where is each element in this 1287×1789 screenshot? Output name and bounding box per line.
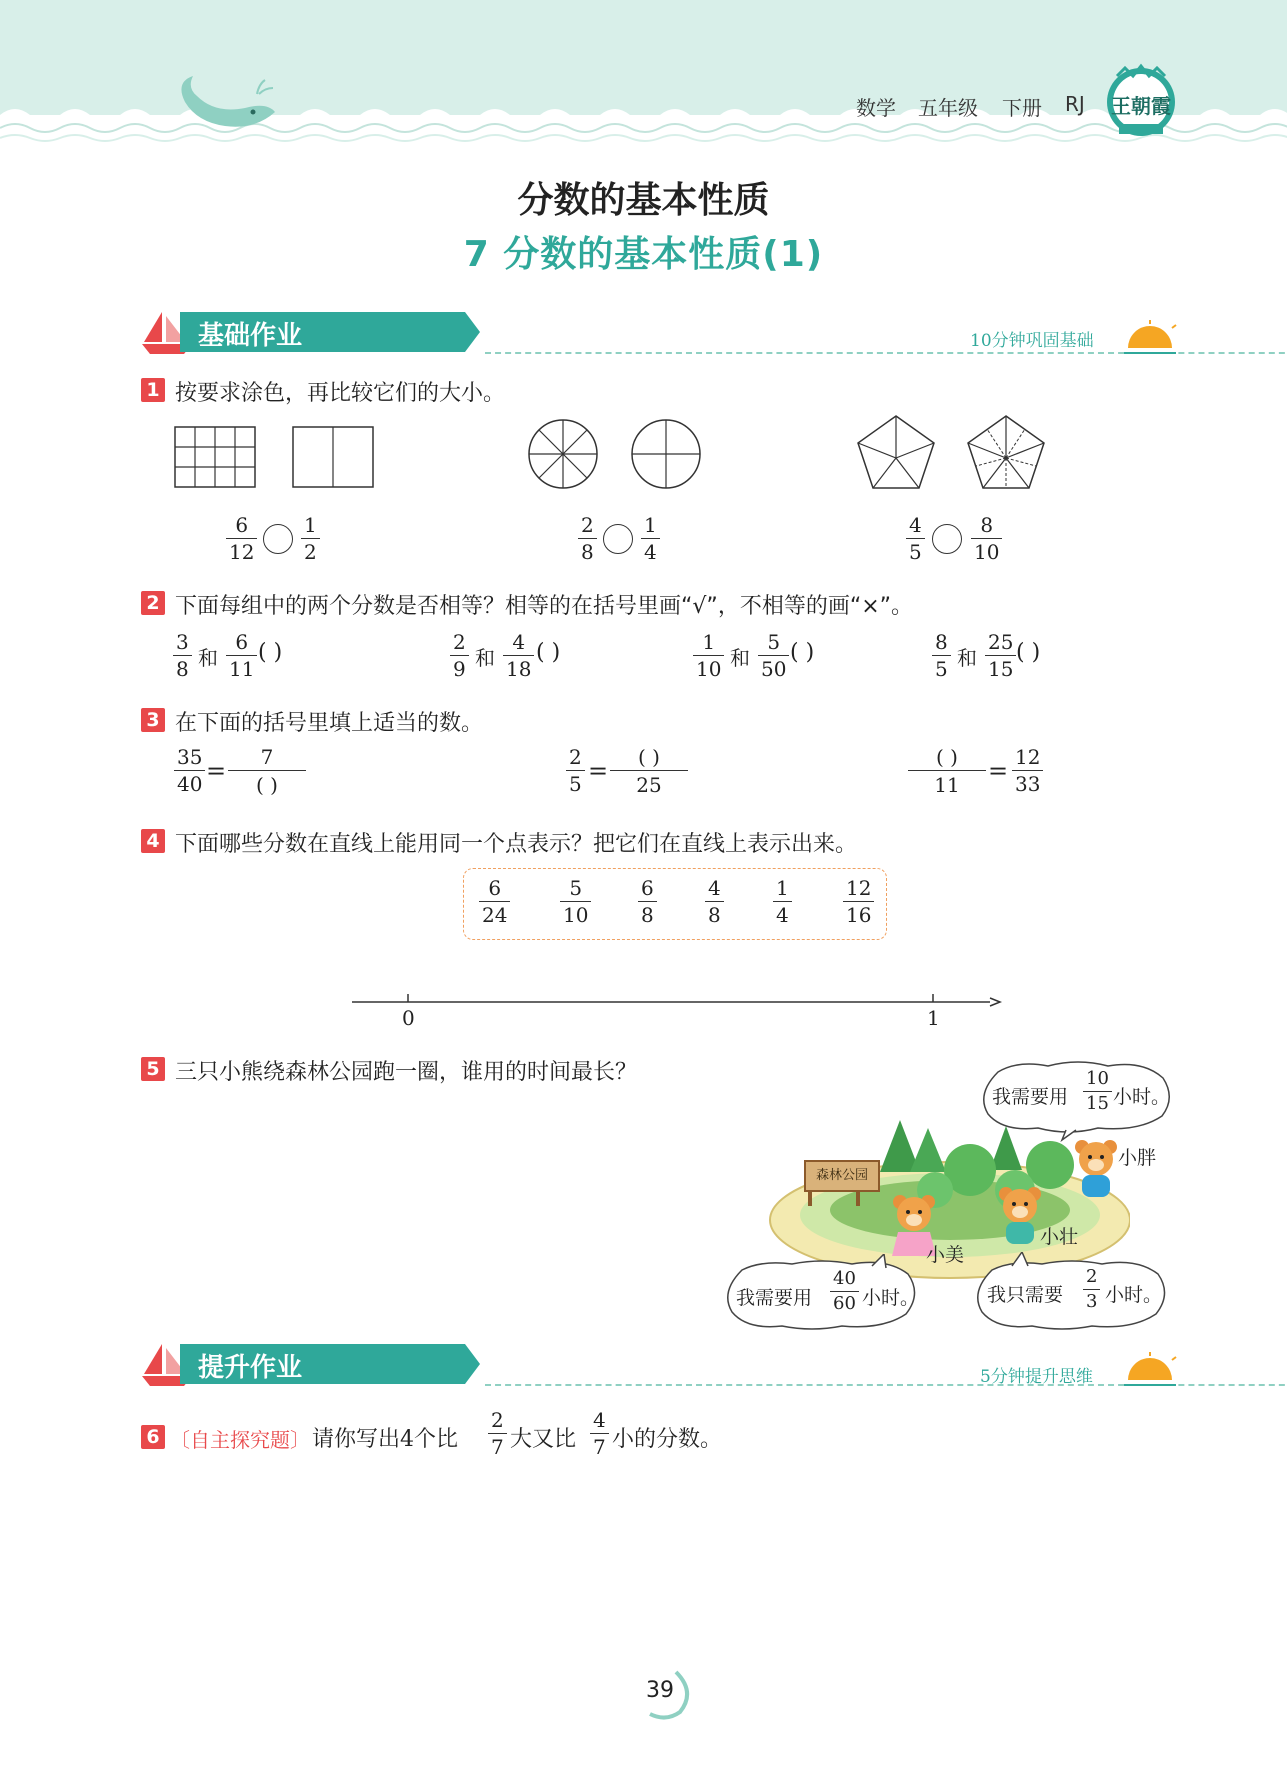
equals-sign: = bbox=[206, 757, 227, 785]
denominator: 4 bbox=[641, 538, 660, 562]
question-text-5: 三只小熊绕森林公园跑一圈，谁用的时间最长？ bbox=[175, 1060, 638, 1085]
compare-circle-3[interactable] bbox=[932, 524, 962, 554]
denominator: 10 bbox=[693, 655, 724, 679]
numerator: 2 bbox=[1086, 1266, 1098, 1287]
answer-paren-3[interactable]: ( ) bbox=[790, 640, 815, 665]
q2-frac-3-8 bbox=[173, 632, 192, 679]
denominator: 16 bbox=[843, 901, 874, 925]
park-sign: 森林公园 bbox=[804, 1160, 880, 1192]
denominator: 8 bbox=[638, 901, 657, 925]
header-volume: 下册 bbox=[1002, 96, 1042, 120]
question-text-6-middle: 大又比 bbox=[510, 1427, 577, 1452]
question-text-4: 下面哪些分数在直线上能用同一个点表示？把它们在直线上表示出来。 bbox=[175, 832, 858, 857]
q3-frac-35-40 bbox=[174, 747, 205, 794]
q4-frac-5-10[interactable] bbox=[560, 878, 591, 925]
conjunction-and: 和 bbox=[957, 646, 977, 670]
compare-circle-2[interactable] bbox=[603, 524, 633, 554]
q2-frac-1-10 bbox=[693, 632, 724, 679]
section-label-advanced: 提升作业 bbox=[198, 1353, 303, 1383]
numerator: 8 bbox=[935, 630, 948, 654]
denominator: 8 bbox=[705, 901, 724, 925]
numerator: 10 bbox=[1086, 1068, 1109, 1089]
axis-label-0: 0 bbox=[402, 1006, 415, 1030]
rect-2-parts[interactable] bbox=[292, 426, 374, 488]
q3-frac-7-blank[interactable] bbox=[228, 744, 306, 797]
numerator-blank[interactable]: ( ) bbox=[936, 745, 958, 769]
denominator: 8 bbox=[173, 655, 192, 679]
q4-frac-6-24[interactable] bbox=[479, 878, 510, 925]
bubble-pang-suffix: 小时。 bbox=[1113, 1086, 1171, 1108]
denominator: 9 bbox=[450, 655, 469, 679]
denominator: 24 bbox=[479, 901, 510, 925]
denominator: 15 bbox=[1083, 1091, 1112, 1113]
numerator: 1 bbox=[644, 513, 657, 537]
logo-text: 王朝霞 bbox=[1111, 94, 1171, 118]
question-tag: 〔自主探究题〕 bbox=[170, 1428, 310, 1452]
numerator: 4 bbox=[512, 630, 526, 654]
bear-name-mei: 小美 bbox=[926, 1244, 965, 1266]
numerator-blank[interactable]: ( ) bbox=[638, 745, 660, 769]
denominator: 5 bbox=[906, 538, 925, 562]
denominator: 50 bbox=[758, 655, 789, 679]
q2-frac-2-9 bbox=[450, 632, 469, 679]
denominator: 11 bbox=[226, 655, 257, 679]
numerator: 4 bbox=[708, 876, 721, 900]
denominator: 18 bbox=[503, 655, 534, 679]
section-banner-basic bbox=[140, 310, 1180, 355]
denominator: 10 bbox=[560, 901, 591, 925]
header-grade: 五年级 bbox=[918, 96, 978, 120]
brand-logo bbox=[1103, 62, 1179, 138]
denominator: 10 bbox=[971, 538, 1002, 562]
question-number-2: 2 bbox=[141, 591, 165, 615]
numerator: 2 bbox=[491, 1408, 504, 1432]
bubble-mei-frac-40-60 bbox=[830, 1270, 859, 1313]
question-number-3: 3 bbox=[141, 708, 165, 732]
numerator: 40 bbox=[833, 1268, 856, 1289]
q1-frac-1-2 bbox=[301, 515, 320, 562]
denominator-blank[interactable]: ( ) bbox=[256, 773, 278, 797]
conjunction-and: 和 bbox=[475, 646, 495, 670]
q1-frac-1-4 bbox=[641, 515, 660, 562]
lesson-title: 7 分数的基本性质(1) bbox=[463, 234, 824, 275]
q1-frac-6-12 bbox=[226, 515, 257, 562]
numerator: 35 bbox=[177, 745, 203, 769]
fraction-set-box bbox=[463, 868, 887, 940]
sunrise-icon bbox=[1120, 318, 1180, 358]
numerator: 2 bbox=[581, 513, 594, 537]
denominator: 25 bbox=[636, 773, 662, 797]
section-note-advanced: 5分钟提升思维 bbox=[980, 1367, 1093, 1387]
conjunction-and: 和 bbox=[198, 646, 218, 670]
denominator: 4 bbox=[773, 901, 792, 925]
pentagon-10-parts[interactable] bbox=[966, 414, 1046, 490]
bubble-zhuang-suffix: 小时。 bbox=[1105, 1284, 1163, 1306]
bear-icon bbox=[1068, 1137, 1124, 1199]
q3-frac-2-5 bbox=[566, 747, 585, 794]
equals-sign: = bbox=[988, 757, 1009, 785]
question-text-3: 在下面的括号里填上适当的数。 bbox=[175, 711, 484, 736]
q1-frac-2-8 bbox=[578, 515, 597, 562]
whale-icon bbox=[175, 72, 285, 132]
numerator: 2 bbox=[569, 745, 582, 769]
denominator: 15 bbox=[985, 655, 1016, 679]
sunrise-icon bbox=[1120, 1350, 1180, 1390]
numerator: 7 bbox=[260, 745, 274, 769]
bubble-mei-suffix: 小时。 bbox=[862, 1287, 920, 1309]
bubble-zhuang-frac-2-3 bbox=[1083, 1268, 1100, 1311]
circle-8-parts[interactable] bbox=[527, 418, 599, 490]
denominator: 2 bbox=[301, 538, 320, 562]
equals-sign: = bbox=[588, 757, 609, 785]
grid-12-parts[interactable] bbox=[174, 426, 256, 488]
q3-frac-12-33 bbox=[1012, 747, 1043, 794]
q6-frac-2-7 bbox=[488, 1410, 507, 1457]
unit-title: 分数的基本性质 bbox=[517, 180, 770, 221]
numerator: 3 bbox=[176, 630, 189, 654]
section-note-basic: 10分钟巩固基础 bbox=[970, 331, 1094, 351]
circle-4-parts[interactable] bbox=[630, 418, 702, 490]
numerator: 12 bbox=[846, 876, 872, 900]
numerator: 5 bbox=[767, 630, 781, 654]
q4-frac-1-4[interactable] bbox=[773, 878, 792, 925]
conjunction-and: 和 bbox=[730, 646, 750, 670]
page-number: 39 bbox=[646, 1678, 674, 1703]
numerator: 6 bbox=[235, 513, 249, 537]
question-text-2: 下面每组中的两个分数是否相等？相等的在括号里画“√”，不相等的画“×”。 bbox=[175, 594, 914, 619]
answer-paren-1[interactable]: ( ) bbox=[258, 640, 283, 665]
q2-frac-8-5 bbox=[932, 632, 951, 679]
question-text-6-suffix: 小的分数。 bbox=[612, 1427, 723, 1452]
denominator: 3 bbox=[1083, 1289, 1100, 1311]
q3-frac-blank-11[interactable] bbox=[908, 744, 986, 797]
header-edition: RJ bbox=[1065, 92, 1085, 116]
numerator: 5 bbox=[569, 876, 583, 900]
q2-frac-5-50 bbox=[758, 632, 789, 679]
bear-name-zhuang: 小壮 bbox=[1040, 1226, 1079, 1248]
section-label-basic: 基础作业 bbox=[198, 321, 303, 351]
q2-frac-25-15 bbox=[985, 632, 1016, 679]
bubble-pang-frac-10-15 bbox=[1083, 1070, 1112, 1113]
numerator: 1 bbox=[304, 513, 317, 537]
q3-frac-blank-25[interactable] bbox=[610, 744, 688, 797]
axis-label-1: 1 bbox=[927, 1006, 940, 1030]
section-banner-advanced bbox=[140, 1342, 1180, 1387]
denominator: 7 bbox=[590, 1433, 609, 1457]
bubble-mei-prefix: 我需要用 bbox=[736, 1287, 813, 1309]
answer-paren-4[interactable]: ( ) bbox=[1016, 640, 1041, 665]
numerator: 6 bbox=[641, 876, 654, 900]
bubble-zhuang-prefix: 我只需要 bbox=[987, 1284, 1064, 1306]
question-number-5: 5 bbox=[141, 1057, 165, 1081]
denominator: 33 bbox=[1012, 770, 1043, 794]
denominator: 60 bbox=[830, 1291, 859, 1313]
numerator: 6 bbox=[488, 876, 502, 900]
question-number-4: 4 bbox=[141, 829, 165, 853]
bubble-pang-prefix: 我需要用 bbox=[992, 1086, 1069, 1108]
q4-frac-6-8[interactable] bbox=[638, 878, 657, 925]
numerator: 4 bbox=[909, 513, 922, 537]
q1-frac-8-10 bbox=[971, 515, 1002, 562]
question-number-1: 1 bbox=[141, 378, 165, 402]
compare-circle-1[interactable] bbox=[263, 524, 293, 554]
numerator: 25 bbox=[988, 630, 1014, 654]
pentagon-5-parts[interactable] bbox=[856, 414, 936, 490]
answer-paren-2[interactable]: ( ) bbox=[536, 640, 561, 665]
q2-frac-4-18 bbox=[503, 632, 534, 679]
numerator: 12 bbox=[1015, 745, 1041, 769]
question-number-6: 6 bbox=[141, 1425, 165, 1449]
denominator: 5 bbox=[566, 770, 585, 794]
numerator: 1 bbox=[776, 876, 789, 900]
denominator: 7 bbox=[488, 1433, 507, 1457]
number-line[interactable] bbox=[350, 988, 1005, 1010]
numerator: 8 bbox=[980, 513, 994, 537]
q2-frac-6-11 bbox=[226, 632, 257, 679]
header-subject: 数学 bbox=[856, 96, 896, 120]
numerator: 4 bbox=[593, 1408, 606, 1432]
question-text-1: 按要求涂色，再比较它们的大小。 bbox=[175, 381, 506, 406]
q4-frac-4-8[interactable] bbox=[705, 878, 724, 925]
q1-frac-4-5 bbox=[906, 515, 925, 562]
q6-frac-4-7 bbox=[590, 1410, 609, 1457]
denominator: 12 bbox=[226, 538, 257, 562]
numerator: 2 bbox=[453, 630, 466, 654]
denominator: 8 bbox=[578, 538, 597, 562]
question-text-6-prefix: 请你写出4个比 bbox=[312, 1427, 458, 1452]
numerator: 1 bbox=[702, 630, 716, 654]
bear-name-pang: 小胖 bbox=[1118, 1147, 1157, 1169]
denominator: 40 bbox=[174, 770, 205, 794]
q4-frac-12-16[interactable] bbox=[843, 878, 874, 925]
denominator: 11 bbox=[934, 773, 960, 797]
denominator: 5 bbox=[932, 655, 951, 679]
numerator: 6 bbox=[235, 630, 249, 654]
